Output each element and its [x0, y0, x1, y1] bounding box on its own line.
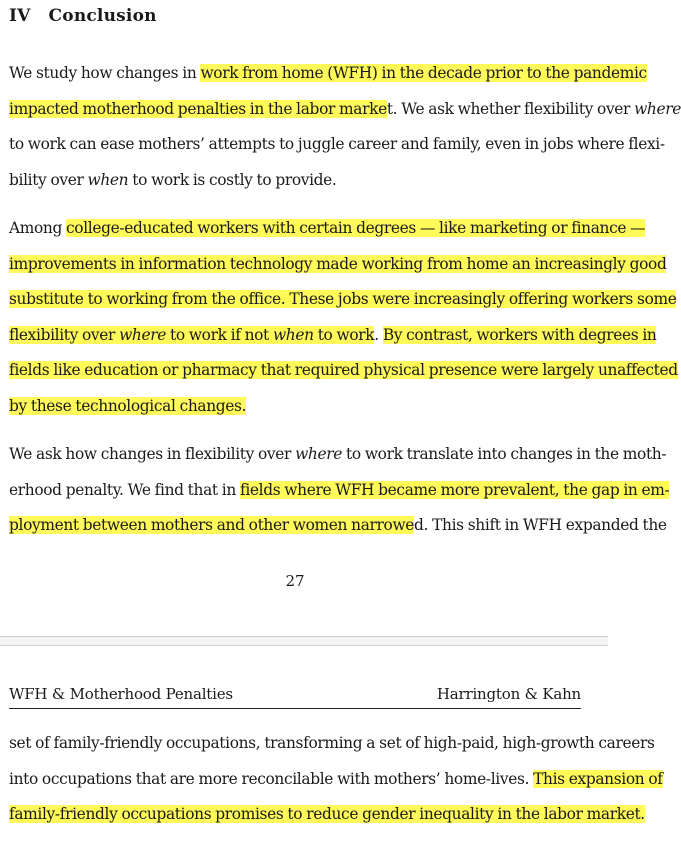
- text-run: Among: [9, 219, 67, 237]
- text-run: bility over: [9, 170, 88, 189]
- text-line: [9, 318, 657, 354]
- text-line: [9, 127, 665, 163]
- section-heading: [9, 6, 157, 26]
- text-run: set of family-friendly occupations, transforming a set of high-paid, high-growth careers: [9, 734, 655, 752]
- highlighted-text: when: [272, 325, 314, 344]
- text-run: when: [87, 170, 129, 189]
- section-title: Conclusion: [48, 6, 157, 26]
- text-line: [9, 163, 581, 199]
- text-line: [9, 473, 670, 509]
- text-run: We ask how changes in flexibility over: [9, 445, 296, 463]
- text-line: [9, 437, 667, 473]
- text-line: [9, 508, 667, 544]
- text-line: [9, 353, 678, 389]
- paragraph-family-friendly: [9, 726, 663, 833]
- document-page-28: [0, 646, 663, 846]
- text-line: [9, 92, 681, 128]
- text-line: [9, 389, 581, 425]
- highlighted-text: fields like education or pharmacy that required physical presence were largely unaffected: [9, 361, 678, 379]
- section-number: IV: [9, 6, 31, 26]
- running-header-title: WFH & Motherhood Penalties: [9, 685, 233, 703]
- highlighted-text: flexibility over: [9, 325, 120, 344]
- paragraph-study-overview: [9, 56, 681, 198]
- text-line: [9, 211, 646, 247]
- highlighted-text: by these technological changes.: [9, 396, 247, 415]
- text-line: [9, 797, 645, 833]
- text-run: to work translate into changes in the moth-: [342, 445, 667, 463]
- paragraph-college-degrees: [9, 211, 678, 424]
- running-header-authors: Harrington & Kahn: [436, 685, 581, 703]
- highlighted-text: fields where WFH became more prevalent, the gap in em-: [239, 480, 670, 499]
- running-header: [9, 685, 581, 709]
- text-run: erhood penalty. We find that in: [9, 480, 240, 499]
- page-number: 27: [285, 572, 305, 590]
- text-run: into occupations that are more reconcilable with mothers’ home-lives.: [9, 769, 534, 788]
- text-run: where: [295, 445, 343, 463]
- page-separator: [0, 636, 608, 646]
- text-line: [9, 762, 663, 798]
- highlighted-text: ployment between mothers and other women narrowe: [9, 516, 415, 534]
- highlighted-text: to work if not: [166, 325, 273, 344]
- text-run: to work is costly to provide.: [128, 170, 337, 189]
- text-line: [9, 726, 655, 762]
- text-run: .: [374, 325, 383, 344]
- highlighted-text: improvements in information technology made working from home an increasingly good: [9, 254, 667, 273]
- highlighted-text: where: [119, 325, 167, 344]
- highlighted-text: work from home (WFH) in the decade prior to the pandemic: [200, 64, 647, 82]
- highlighted-text: college-educated workers with certain degrees — like marketing or finance —: [66, 219, 646, 237]
- highlighted-text: family-friendly occupations promises to reduce gender inequality in the labor market.: [9, 805, 645, 823]
- text-run: We study how changes in: [9, 64, 201, 82]
- highlighted-text: to work: [313, 325, 375, 344]
- text-line: [9, 282, 677, 318]
- text-line: [9, 56, 647, 92]
- text-run: to work can ease mothers’ attempts to juggle career and family, even in jobs where flexi-: [9, 135, 665, 153]
- text-run: d. This shift in WFH expanded the: [414, 516, 667, 534]
- text-run: t. We ask whether flexibility over: [386, 99, 635, 118]
- text-line: [9, 247, 667, 283]
- highlighted-text: substitute to working from the office. These jobs were increasingly offering workers some: [9, 290, 677, 308]
- highlighted-text: impacted motherhood penalties in the labor marke: [9, 99, 387, 118]
- text-run: where: [634, 99, 681, 118]
- highlighted-text: This expansion of: [533, 769, 663, 788]
- paragraph-motherhood-penalty: [9, 437, 670, 544]
- highlighted-text: By contrast, workers with degrees in: [382, 325, 657, 344]
